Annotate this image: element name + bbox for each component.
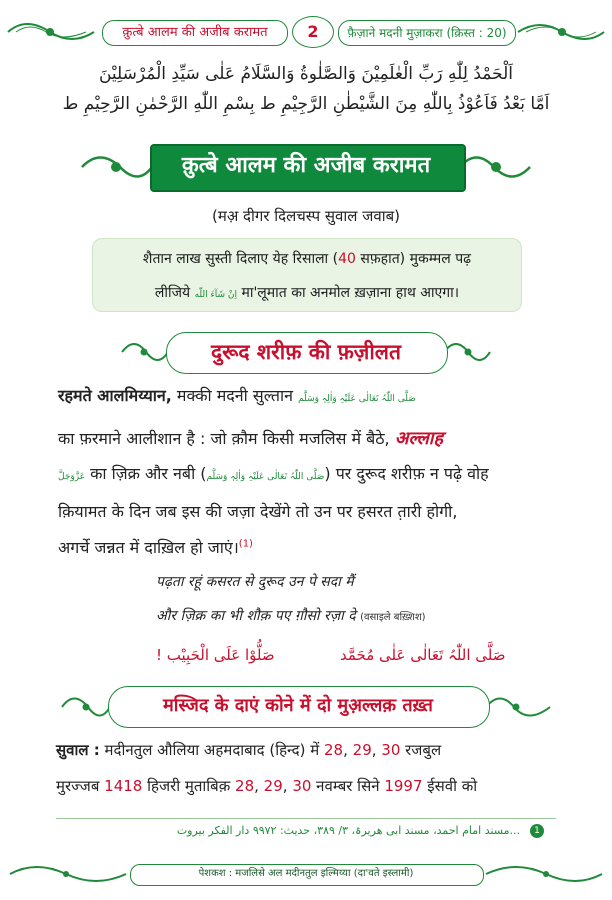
- footnote-number: 1: [530, 824, 544, 838]
- body-text: मुरज्जब: [56, 777, 105, 795]
- footnote-text: ...مسند امام احمد، مسند ابی ھریرۃ، ۳/ ۳۸۹، حدیث: ۹۹۷۲ دار الفکر بیروت: [176, 824, 520, 837]
- body-text: ) पर दुरूद शरीफ़ न पढ़े वोह: [324, 464, 489, 483]
- body-text: अगर्चे जन्नत में दाख़िल हो जाएं।: [58, 538, 239, 557]
- header-ornament-left-icon: [6, 14, 96, 50]
- allah-word: अल्लाह: [394, 428, 444, 449]
- date-number: 28: [324, 741, 344, 759]
- notice-text: शैतान लाख सुस्ती दिलाए येह रिसाला (: [142, 251, 339, 267]
- notice-page-count: 40: [338, 251, 356, 267]
- date-number: 28: [235, 777, 255, 795]
- date-number: 30: [292, 777, 312, 795]
- separator: ,: [254, 777, 264, 795]
- section-heading-masjid: [60, 682, 552, 732]
- body-line-5: [58, 536, 558, 558]
- notice-text: लीजिये: [154, 285, 195, 301]
- body-text: हिजरी मुताबिक़: [142, 777, 236, 795]
- page-number: 2: [292, 16, 334, 48]
- durood-left: صَلُّوْا عَلَی الْحَبِیْب !: [156, 646, 275, 664]
- date-number: 29: [352, 741, 372, 759]
- section-heading-durood: [120, 328, 492, 376]
- separator: ,: [371, 741, 382, 759]
- separator: ,: [282, 777, 293, 795]
- body-line-2: [58, 426, 558, 450]
- year-number: 1418: [104, 777, 143, 795]
- body-line-1: [58, 384, 558, 406]
- body-text: का फ़रमाने आलीशान है : जो क़ौम किसी मजलिस में बैठे,: [58, 429, 395, 448]
- notice-line-2: [93, 283, 521, 302]
- body-line-4: क़ियामत के दिन जब इस की जज़ा देखेंगे तो उन पर हसरत त़ारी होगी,: [58, 502, 458, 521]
- page-header: [6, 10, 606, 56]
- poem-line-2: [156, 606, 426, 625]
- footnote-reference[interactable]: (1): [238, 538, 253, 550]
- date-number: 29: [263, 777, 283, 795]
- header-right-title: फ़ैज़ाने मदनी मुज़ाकरा (क़िस्त : 20): [338, 20, 516, 46]
- poem-line-1: पढ़ता रहूं कसरत से दुरूद उन पे सदा मैं: [156, 574, 354, 590]
- azza-wa-jal-arabic: عَزَّوَجَلَّ: [58, 472, 86, 482]
- notice-text: मा'लूमात का अनमोल ख़ज़ाना हाथ आएगा।: [237, 285, 460, 301]
- body-text: मदीनतुल औलिया अहमदाबाद (हिन्द) में: [99, 741, 325, 759]
- body-bold-text: रहमते आलमिय्यान,: [58, 386, 172, 405]
- body-text: रजबुल: [400, 741, 442, 759]
- body-text: ईसवी को: [422, 777, 478, 795]
- body-text: मक्की मदनी सुल्तान: [171, 386, 299, 405]
- footer-text: पेशकश : मजलिसे अल मदीनतुल इल्मिय्या (दा'वते इस्लामी): [198, 868, 414, 879]
- section-heading-text: मस्जिद के दाएं कोने में दो मुअ़ल्लक़ तख़्त: [163, 695, 433, 716]
- salutation-arabic: صَلَّی اللّٰہُ تَعَالٰی عَلَیْہِ وَاٰلِہٖ وَسَلَّم: [206, 472, 325, 482]
- question-line-2: [56, 776, 576, 796]
- arabic-opening-line-2: اَمَّا بَعْدُ فَاَعُوْذُ بِاللّٰهِ مِنَ الشَّیْطٰنِ الرَّجِیْمِ ط بِسْمِ اللّٰهِ الرَّحْمٰنِ الرَّحِیْمِ ط: [62, 94, 550, 114]
- notice-arabic-phrase: اِنْ شَآءَ اللّٰه: [194, 290, 237, 300]
- question-line-1: [56, 740, 576, 760]
- arabic-opening-line-1: اَلْحَمْدُ لِلّٰهِ رَبِّ الْعٰلَمِیْنَ وَالصَّلٰوةُ وَالسَّلَامُ عَلٰی سَیِّدِ الْمُرْسَلِیْنَ: [98, 64, 514, 84]
- footnote-divider: [56, 818, 556, 819]
- notice-box: [92, 238, 522, 312]
- year-number: 1997: [384, 777, 423, 795]
- page-title: क़ुत्बे आलम की अजीब करामत: [181, 153, 431, 178]
- page-subtitle: (मअ़ दीगर दिलचस्प सुवाल जवाब): [212, 207, 400, 225]
- header-ornament-right-icon: [516, 14, 606, 50]
- header-left-title: क़ुत्बे आलम की अजीब करामत: [102, 20, 288, 46]
- durood-right: صَلَّی اللّٰہُ تَعَالٰی عَلٰی مُحَمَّد: [340, 646, 506, 664]
- poem-source: (वसाइले बख़्शिश): [360, 612, 426, 623]
- body-text: का ज़िक्र और नबी (: [85, 464, 207, 483]
- separator: ,: [343, 741, 353, 759]
- poem-text: और ज़िक्र का भी शौक़ पए ग़ौसो रज़ा दे: [156, 608, 356, 624]
- notice-text: सफ़हात) मुकम्मल पढ़: [355, 251, 472, 267]
- question-label: सुवाल :: [56, 741, 100, 759]
- title-banner: [80, 142, 532, 192]
- date-number: 30: [381, 741, 401, 759]
- salutation-arabic: صَلَّی اللّٰہُ تَعَالٰی عَلَیْہِ وَاٰلِہٖ وَسَلَّم: [298, 394, 416, 404]
- body-line-3: [58, 462, 558, 484]
- page-footer: [6, 858, 606, 892]
- body-text: नवम्बर सिने: [311, 777, 385, 795]
- notice-line-1: [93, 249, 521, 268]
- section-heading-text: दुरूद शरीफ़ की फ़ज़ीलत: [210, 340, 402, 364]
